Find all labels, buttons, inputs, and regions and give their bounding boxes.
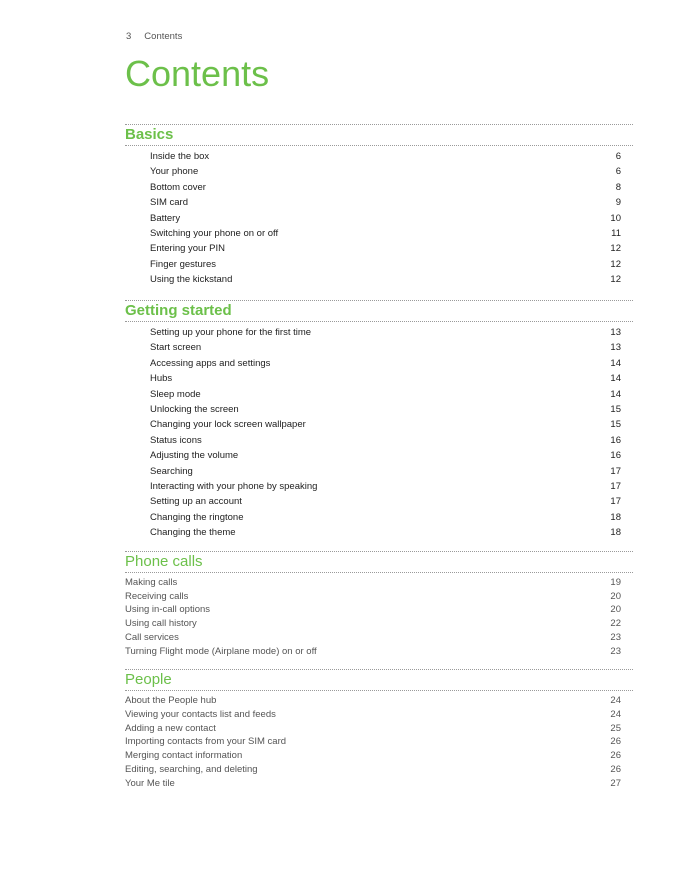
section-heading-rule [125, 669, 633, 691]
toc-section [125, 669, 633, 789]
toc-section [125, 124, 633, 286]
toc-entry-page-number: 24 [610, 708, 621, 720]
toc-entry-page-number: 10 [610, 212, 621, 224]
toc-entry-title: Setting up your phone for the first time [150, 327, 312, 338]
toc-entry-title: Adjusting the volume [150, 450, 239, 462]
toc-entry-title: Start screen [150, 342, 202, 354]
toc-entry-page-number: 15 [610, 419, 621, 431]
toc-entry-title: Inside the box [150, 151, 210, 162]
toc-entry-page-number: 11 [611, 228, 621, 239]
section-heading-rule [125, 300, 633, 322]
section-title: People [125, 671, 172, 688]
toc-entry-title: Using in-call options [125, 604, 211, 616]
toc-entry-title: Status icons [150, 434, 202, 446]
toc-entry-title: Setting up an account [150, 496, 242, 508]
toc-entry-title: Using call history [125, 618, 197, 630]
toc-entry-title: Hubs [150, 373, 173, 385]
toc-entry-page-number: 9 [615, 197, 621, 209]
toc-entry-page-number: 17 [610, 465, 621, 477]
section-title: Phone calls [125, 553, 203, 570]
toc-entry-title: Switching your phone on or off [150, 228, 279, 239]
section-title: Basics [125, 126, 174, 143]
toc-entry-title: SIM card [150, 197, 189, 209]
toc-entry-title: Making calls [125, 577, 178, 588]
toc-entry-page-number: 18 [610, 527, 621, 539]
running-title: Contents [144, 31, 183, 42]
toc-entry-page-number: 17 [610, 481, 621, 492]
toc-entry-page-number: 26 [610, 750, 621, 762]
toc-entry-title: Using the kickstand [150, 274, 233, 286]
toc-entry-title: Importing contacts from your SIM card [125, 736, 287, 748]
toc-entry-page-number: 26 [610, 764, 621, 775]
page-title: Contents [125, 53, 270, 94]
running-header [126, 31, 182, 42]
toc-entry-title: Changing the theme [150, 527, 236, 539]
toc-entry-page-number: 18 [610, 511, 621, 523]
toc-entry-page-number: 12 [610, 274, 621, 286]
toc-entry-page-number: 23 [610, 645, 621, 657]
toc-entry-page-number: 24 [610, 695, 621, 706]
toc-entry-page-number: 8 [615, 181, 621, 193]
toc-entry-page-number: 27 [610, 777, 621, 789]
section-heading-rule [125, 551, 633, 573]
toc-entry-title: Editing, searching, and deleting [125, 764, 258, 775]
toc-entry-title: Your Me tile [125, 777, 175, 789]
toc-entry-title: About the People hub [125, 695, 217, 706]
toc-entry-page-number: 13 [610, 342, 621, 354]
toc-entry-page-number: 14 [610, 388, 621, 400]
section-heading-rule [125, 124, 633, 146]
toc-entry-title: Changing your lock screen wallpaper [150, 419, 306, 431]
toc-entry-page-number: 14 [610, 357, 621, 369]
toc-entry-page-number: 25 [610, 722, 621, 734]
toc-entry-page-number: 20 [610, 604, 621, 616]
section-title: Getting started [125, 302, 232, 319]
toc-entry-title: Battery [150, 212, 181, 224]
toc-entry-page-number: 6 [615, 166, 621, 178]
toc-entry-page-number: 12 [610, 258, 621, 270]
toc-section [125, 300, 633, 539]
toc-entry-page-number: 17 [610, 496, 621, 508]
toc-entry-page-number: 15 [610, 404, 621, 415]
toc-entry-title: Unlocking the screen [150, 404, 239, 415]
toc-entry-title: Adding a new contact [125, 722, 216, 734]
toc-section [125, 551, 633, 657]
toc-entry-title: Interacting with your phone by speaking [150, 481, 318, 492]
toc-entry-title: Turning Flight mode (Airplane mode) on or off [125, 645, 317, 657]
toc-entry-page-number: 16 [610, 434, 621, 446]
toc-entry-title: Sleep mode [150, 388, 201, 400]
toc-entry-title: Viewing your contacts list and feeds [125, 708, 276, 720]
toc-entry-title: Receiving calls [125, 590, 189, 602]
page-number: 3 [126, 31, 132, 42]
toc-entry-page-number: 6 [615, 151, 621, 162]
toc-entry-title: Bottom cover [150, 181, 206, 193]
toc-entry-page-number: 22 [610, 618, 621, 630]
toc-entry-title: Entering your PIN [150, 243, 225, 255]
toc-entry-page-number: 16 [610, 450, 621, 462]
toc-entry-page-number: 23 [610, 631, 621, 643]
toc-entry-title: Finger gestures [150, 258, 217, 270]
toc-entry-title: Accessing apps and settings [150, 357, 271, 369]
toc-entry-title: Merging contact information [125, 750, 243, 762]
toc-entry-page-number: 12 [610, 243, 621, 255]
toc-entry-title: Call services [125, 631, 179, 643]
toc-entry-page-number: 13 [610, 327, 621, 338]
toc-entry-title: Changing the ringtone [150, 511, 244, 523]
toc-entry-page-number: 14 [610, 373, 621, 385]
toc-entry-page-number: 19 [610, 577, 621, 588]
toc-entry-page-number: 26 [610, 736, 621, 748]
toc-entry-page-number: 20 [610, 590, 621, 602]
toc-entry-title: Searching [150, 465, 193, 477]
toc-entry-title: Your phone [150, 166, 199, 178]
